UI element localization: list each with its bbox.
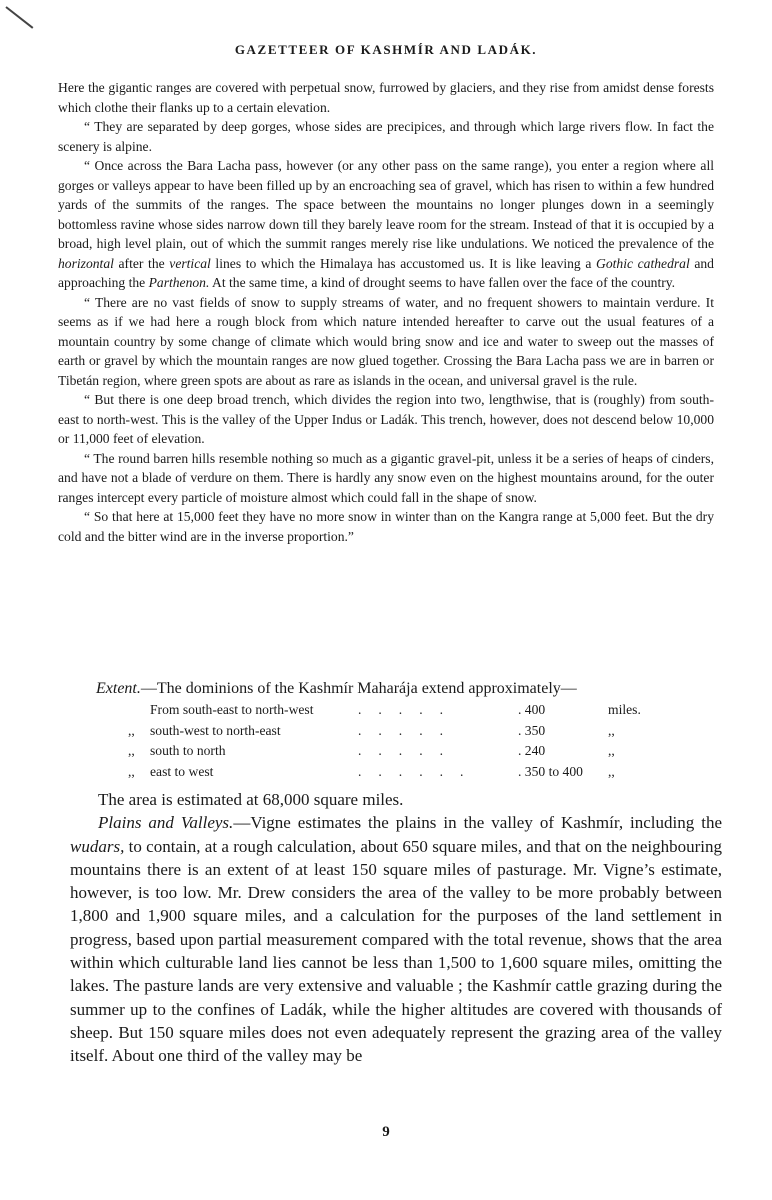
quote-paragraph: “ So that here at 15,000 feet they have no more snow in winter than on the Kangra range at 5,000 feet. But the dry cold and the bitter wind are in the inverse proportion.”: [58, 509, 714, 544]
quote-paragraph: “ There are no vast fields of snow to supply streams of water, and no frequent showers to maintain verdure. It seems as if we had here a rough block from which nature intended hereafter to carve out the usual features of a mountain country by some change of climate which would bring snow and ice and water to sweep out the masses of earth or gravel by which the mountain ranges are now glued together. Crossing the Bara Lacha pass we are in barren or Tibetán region, where green spots are about as rare as islands in the ocean, and universal gravel is the rule.: [58, 294, 714, 388]
dimensions-table: [128, 702, 668, 784]
extent-heading: [96, 678, 716, 700]
table-row: [128, 743, 668, 764]
table-row: [128, 723, 668, 744]
extent-section: [96, 678, 716, 700]
table-row: [128, 702, 668, 723]
table-row: [128, 764, 668, 785]
unit-cell: ,,: [608, 763, 615, 779]
text-run: and approaching the: [58, 255, 714, 290]
italic-run: Gothic cathedral: [596, 255, 690, 271]
leader-dots: .....: [358, 722, 460, 738]
text-run: after the: [113, 255, 170, 271]
leader-dots: .....: [358, 702, 460, 717]
leader-dots: ......: [358, 763, 481, 779]
distance-cell: . 400: [518, 702, 546, 717]
text-run: At the same time, a kind of drought seems to have fallen over the face of the country.: [209, 275, 676, 290]
quote-paragraph: Here the gigantic ranges are covered with perpetual snow, furrowed by glaciers, and they rise from amidst dense forests which clothe their flanks up to a certain elevation.: [58, 80, 714, 115]
area-paragraph: The area is estimated at 68,000 square miles.: [98, 790, 404, 809]
direction-cell: south to north: [150, 743, 226, 758]
running-title: GAZETTEER OF KASHMÍR AND LADÁK.: [234, 42, 538, 57]
unit-cell: ,,: [608, 722, 615, 738]
page-number: 9: [382, 1124, 390, 1140]
ditto-mark: [128, 702, 150, 723]
italic-run: horizontal: [58, 255, 114, 271]
quote-paragraph: “ The round barren hills resemble nothing so much as a gigantic gravel-pit, unless it be a series of heaps of cinders, and have not a blade of verdure on them. There is hardly any snow even on the highest mountains around, for the outer ranges intercept every particle of moisture almost which could fall in the shape of snow.: [58, 450, 714, 505]
main-text: [70, 788, 722, 1068]
extent-text: —The dominions of the Kashmír Maharája extend approximately—: [140, 680, 577, 697]
direction-cell: south-west to north-east: [150, 722, 281, 738]
direction-cell: east to west: [150, 763, 214, 779]
leader-dots: .....: [358, 743, 460, 758]
italic-run: wudars,: [70, 836, 125, 856]
italic-run: vertical: [169, 255, 211, 271]
ditto-mark: ,,: [128, 722, 135, 738]
text-run: to contain, at a rough calculation, about 650 square miles, and that on the neighbouring mountains there is an extent of at least 150 square miles of pasturage. Mr. Vigne’s estimate, however, is too low. Mr. Drew considers the area of the valley to be more probably between 1,800 and 1,900 square miles, and a calculation for the purposes of the land settlement in progress, based upon partial measurement compared with the total revenue, shows that the area within which culturable land lies cannot be less than 1,500 to 1,600 square miles, omitting the lakes. The pasture lands are very extensive and valuable ; the Kashmír cattle grazing during the summer up to the confines of Ladák, while the higher altitudes are covered with thousands of sheep. But 150 square miles does not even adequately represent the grazing area of the valley itself. About one third of the valley may be: [70, 836, 722, 1066]
ditto-mark: ,,: [128, 763, 135, 779]
italic-run: Parthenon.: [148, 275, 210, 290]
text-run: “ Once across the Bara Lacha pass, however (or any other pass on the same range), you enter a region where all gorges or valleys appear to have been filled up by an encroaching sea of gravel, which has risen to within a few hundred yards of the summits of the ranges. The space between the mountains no longer plunges down in a seemingly bottomless ravine whose sides narrow down till they barely leave room for the stream. Instead of that it is occupied by a broad, high level plain, out of which the summit ranges merely rise like undulations. We noticed the prevalence of the: [58, 158, 714, 251]
ditto-mark: ,,: [128, 743, 135, 758]
unit-cell: miles.: [608, 702, 641, 717]
text-run: —Vigne estimates the plains in the valley of Kashmír, including the: [233, 813, 723, 833]
quote-paragraph: [58, 156, 714, 293]
text-run: lines to which the Himalaya has accustomed us. It is like leaving a: [210, 255, 597, 271]
distance-cell: . 350 to 400: [518, 763, 583, 779]
quoted-description: [58, 78, 714, 546]
plains-label: Plains and Valleys.: [98, 813, 234, 833]
distance-cell: . 240: [518, 743, 546, 758]
unit-cell: ,,: [608, 743, 615, 758]
plains-paragraph: [70, 811, 722, 1067]
extent-label: Extent.: [96, 680, 141, 697]
quote-paragraph: “ They are separated by deep gorges, whose sides are precipices, and through which large rivers flow. In fact the scenery is alpine.: [58, 119, 714, 154]
corner-scan-mark: [5, 6, 33, 29]
distance-cell: . 350: [518, 722, 546, 738]
quote-paragraph: “ But there is one deep broad trench, which divides the region into two, lengthwise, that is (roughly) from south-east to north-west. This is the valley of the Upper Indus or Ladák. This trench, however, does not descend below 10,000 or 11,000 feet of elevation.: [58, 392, 714, 446]
direction-cell: From south-east to north-west: [150, 702, 314, 717]
